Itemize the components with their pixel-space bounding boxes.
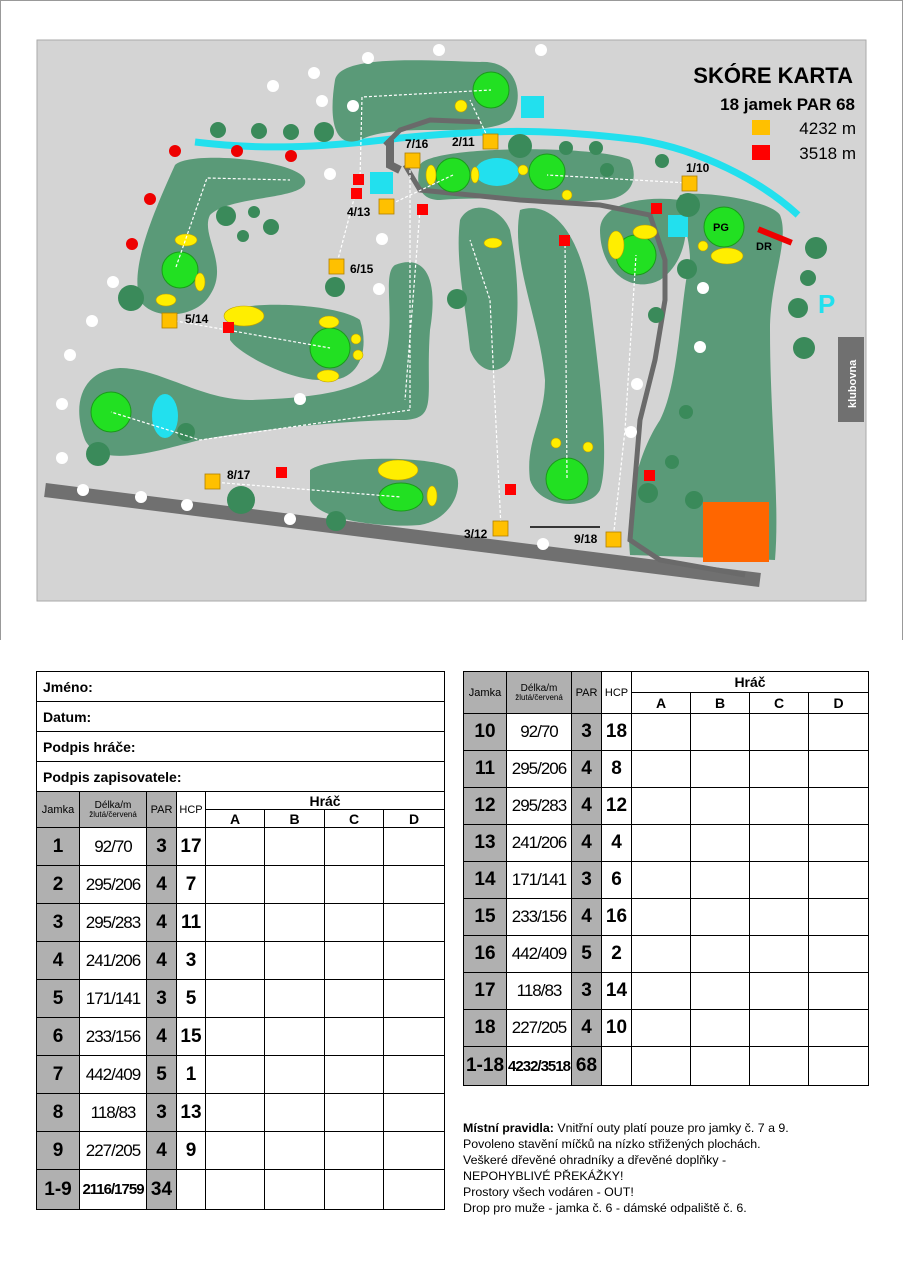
length-header-top: Délka/m	[94, 799, 132, 811]
hole-par: 3	[147, 1094, 177, 1132]
score-cell-d[interactable]	[384, 980, 445, 1018]
hole-number: 12	[464, 788, 507, 825]
hcp-header: HCP	[602, 672, 632, 714]
hole-label-5-14: 5/14	[185, 312, 209, 326]
clubhouse-label: klubovna	[847, 359, 859, 408]
hole-number: 14	[464, 862, 507, 899]
score-cell-b[interactable]	[691, 751, 750, 788]
score-cell-c[interactable]	[750, 788, 809, 825]
hole-hcp: 13	[177, 1094, 206, 1132]
hcp-header: HCP	[177, 792, 206, 828]
hole-row	[37, 942, 445, 980]
score-cell-d[interactable]	[809, 862, 869, 899]
hole-length: 241/206	[80, 942, 147, 980]
score-cell-d[interactable]	[384, 942, 445, 980]
score-cell-a[interactable]	[632, 751, 691, 788]
hole-length: 92/70	[80, 828, 147, 866]
score-cell-c[interactable]	[325, 828, 384, 866]
local-rules-line: Vnitřní outy platí pouze pro jamky č. 7 a 9.	[553, 1121, 789, 1135]
hole-row	[37, 904, 445, 942]
hole-label-9-18: 9/18	[574, 532, 598, 546]
score-cell-d[interactable]	[384, 1018, 445, 1056]
score-cell-c[interactable]	[325, 1132, 384, 1170]
hole-number: 2	[37, 866, 80, 904]
hole-row	[464, 825, 869, 862]
score-cell-d[interactable]	[809, 714, 869, 751]
hole-row	[37, 1132, 445, 1170]
length-header-top: Délka/m	[520, 682, 558, 694]
hole-length: 295/283	[80, 904, 147, 942]
score-cell-a[interactable]	[206, 1132, 265, 1170]
score-cell-d[interactable]	[809, 751, 869, 788]
local-rules	[463, 1120, 868, 1216]
score-cell-b[interactable]	[691, 862, 750, 899]
hole-par: 3	[572, 862, 602, 899]
player-c-header: C	[325, 810, 384, 828]
hole-par: 3	[572, 973, 602, 1010]
hole-length: 118/83	[80, 1094, 147, 1132]
hole-length: 227/205	[507, 1010, 572, 1047]
score-cell-a[interactable]	[206, 866, 265, 904]
hole-label-6-15: 6/15	[350, 262, 374, 276]
length-header	[80, 792, 147, 828]
score-cell-d[interactable]	[384, 904, 445, 942]
score-cell-a[interactable]	[632, 825, 691, 862]
total-row	[464, 1047, 869, 1086]
total-score-b[interactable]	[691, 1047, 750, 1086]
player-d-header: D	[809, 693, 869, 714]
legend-swatch-red	[752, 145, 770, 160]
hole-hcp: 9	[177, 1132, 206, 1170]
name-field[interactable]: Jméno:	[37, 672, 445, 702]
hole-par: 4	[572, 1010, 602, 1047]
score-cell-c[interactable]	[325, 942, 384, 980]
score-cell-d[interactable]	[384, 1132, 445, 1170]
total-score-c[interactable]	[325, 1170, 384, 1210]
hole-number: 4	[37, 942, 80, 980]
hole-number: 1	[37, 828, 80, 866]
score-cell-a[interactable]	[206, 904, 265, 942]
hole-length: 233/156	[80, 1018, 147, 1056]
hole-hcp: 2	[602, 936, 632, 973]
local-rules-line: Drop pro muže - jamka č. 6 - dámské odpaliště č. 6.	[463, 1201, 747, 1215]
score-cell-b[interactable]	[265, 904, 325, 942]
local-rules-line: Veškeré dřevěné ohradníky a dřevěné doplňky -	[463, 1153, 727, 1167]
score-cell-c[interactable]	[750, 862, 809, 899]
score-cell-b[interactable]	[265, 942, 325, 980]
score-cell-b[interactable]	[691, 714, 750, 751]
scorecard-back-nine	[463, 671, 869, 1086]
score-cell-a[interactable]	[632, 1010, 691, 1047]
hole-hcp: 11	[177, 904, 206, 942]
player-b-header: B	[265, 810, 325, 828]
hole-length: 171/141	[80, 980, 147, 1018]
hole-header: Jamka	[464, 672, 507, 714]
hole-hcp: 12	[602, 788, 632, 825]
hole-row	[464, 973, 869, 1010]
local-rules-title: Místní pravidla:	[463, 1121, 554, 1135]
hole-hcp: 10	[602, 1010, 632, 1047]
local-rules-line: NEPOHYBLIVÉ PŘEKÁŽKY!	[463, 1169, 624, 1183]
hole-hcp: 17	[177, 828, 206, 866]
hole-hcp: 6	[602, 862, 632, 899]
hole-par: 4	[572, 825, 602, 862]
map-title: SKÓRE KARTA	[693, 63, 853, 88]
score-cell-b[interactable]	[691, 899, 750, 936]
par-header: PAR	[147, 792, 177, 828]
hole-length: 295/206	[80, 866, 147, 904]
hole-label-7-16: 7/16	[405, 137, 429, 151]
player-d-header: D	[384, 810, 445, 828]
hole-row	[464, 714, 869, 751]
player-header: Hráč	[206, 792, 445, 810]
legend-red-label: 3518 m	[799, 144, 856, 163]
hole-number: 13	[464, 825, 507, 862]
legend-yellow-label: 4232 m	[799, 119, 856, 138]
hole-number: 9	[37, 1132, 80, 1170]
score-cell-d[interactable]	[809, 1010, 869, 1047]
score-cell-c[interactable]	[750, 936, 809, 973]
total-score-a[interactable]	[206, 1170, 265, 1210]
hole-par: 3	[572, 714, 602, 751]
score-cell-a[interactable]	[206, 828, 265, 866]
score-cell-a[interactable]	[206, 942, 265, 980]
hole-header: Jamka	[37, 792, 80, 828]
total-par: 34	[147, 1170, 177, 1210]
score-cell-c[interactable]	[325, 1018, 384, 1056]
total-hcp	[177, 1170, 206, 1210]
total-score-c[interactable]	[750, 1047, 809, 1086]
hole-row	[464, 1010, 869, 1047]
total-length: 4232/3518	[507, 1047, 572, 1086]
practice-green-label: PG	[713, 222, 729, 234]
hole-number: 16	[464, 936, 507, 973]
hole-row	[464, 751, 869, 788]
score-cell-c[interactable]	[750, 825, 809, 862]
score-cell-d[interactable]	[809, 825, 869, 862]
score-cell-b[interactable]	[691, 825, 750, 862]
score-cell-b[interactable]	[265, 866, 325, 904]
hole-hcp: 4	[602, 825, 632, 862]
length-header-bottom: žlutá/červená	[89, 809, 137, 819]
hole-par: 5	[147, 1056, 177, 1094]
hole-number: 11	[464, 751, 507, 788]
hole-row	[37, 1094, 445, 1132]
score-cell-c[interactable]	[325, 980, 384, 1018]
score-cell-d[interactable]	[809, 899, 869, 936]
par-header: PAR	[572, 672, 602, 714]
hole-par: 4	[147, 1132, 177, 1170]
player-header: Hráč	[632, 672, 869, 693]
hole-length: 233/156	[507, 899, 572, 936]
hole-length: 442/409	[80, 1056, 147, 1094]
hole-number: 18	[464, 1010, 507, 1047]
score-cell-d[interactable]	[809, 936, 869, 973]
hole-par: 4	[572, 751, 602, 788]
score-cell-d[interactable]	[384, 866, 445, 904]
hole-row	[464, 862, 869, 899]
hole-par: 4	[572, 899, 602, 936]
hole-length: 295/206	[507, 751, 572, 788]
score-cell-d[interactable]	[809, 788, 869, 825]
hole-number: 15	[464, 899, 507, 936]
hole-row	[37, 1018, 445, 1056]
hole-par: 5	[572, 936, 602, 973]
total-length: 2116/1759	[80, 1170, 147, 1210]
total-hcp	[602, 1047, 632, 1086]
local-rules-line: Prostory všech vodáren - OUT!	[463, 1185, 634, 1199]
score-cell-c[interactable]	[750, 899, 809, 936]
hole-number: 10	[464, 714, 507, 751]
map-subtitle: 18 jamek PAR 68	[720, 95, 855, 114]
score-cell-b[interactable]	[265, 1094, 325, 1132]
hole-length: 295/283	[507, 788, 572, 825]
total-score-d[interactable]	[384, 1170, 445, 1210]
hole-row	[37, 980, 445, 1018]
total-label: 1-18	[464, 1047, 507, 1086]
hole-label-3-12: 3/12	[464, 527, 488, 541]
header-row	[37, 792, 445, 810]
hole-par: 3	[147, 980, 177, 1018]
hole-row	[464, 788, 869, 825]
date-field[interactable]: Datum:	[37, 702, 445, 732]
score-cell-b[interactable]	[691, 936, 750, 973]
score-cell-d[interactable]	[384, 1056, 445, 1094]
hole-label-2-11: 2/11	[452, 135, 475, 149]
length-header	[507, 672, 572, 714]
hole-hcp: 8	[602, 751, 632, 788]
total-score-b[interactable]	[265, 1170, 325, 1210]
hole-hcp: 1	[177, 1056, 206, 1094]
hole-length: 171/141	[507, 862, 572, 899]
hole-row	[37, 866, 445, 904]
total-row	[37, 1170, 445, 1210]
player-a-header: A	[206, 810, 265, 828]
hole-hcp: 18	[602, 714, 632, 751]
hole-length: 118/83	[507, 973, 572, 1010]
hole-length: 227/205	[80, 1132, 147, 1170]
hole-par: 3	[147, 828, 177, 866]
score-cell-a[interactable]	[206, 1018, 265, 1056]
player-b-header: B	[691, 693, 750, 714]
score-cell-c[interactable]	[750, 751, 809, 788]
score-cell-c[interactable]	[750, 714, 809, 751]
hole-label-4-13: 4/13	[347, 205, 371, 219]
player-signature-field[interactable]: Podpis hráče:	[37, 732, 445, 762]
score-cell-a[interactable]	[632, 899, 691, 936]
length-header-bottom: žlutá/červená	[515, 692, 563, 702]
score-cell-a[interactable]	[632, 973, 691, 1010]
score-cell-c[interactable]	[325, 1094, 384, 1132]
hole-row	[37, 828, 445, 866]
score-cell-c[interactable]	[325, 904, 384, 942]
hole-par: 4	[147, 866, 177, 904]
hole-hcp: 3	[177, 942, 206, 980]
hole-number: 17	[464, 973, 507, 1010]
score-cell-d[interactable]	[384, 1094, 445, 1132]
score-cell-b[interactable]	[265, 828, 325, 866]
hole-par: 4	[147, 904, 177, 942]
hole-number: 8	[37, 1094, 80, 1132]
score-cell-c[interactable]	[750, 1010, 809, 1047]
score-cell-c[interactable]	[750, 973, 809, 1010]
score-cell-b[interactable]	[265, 1018, 325, 1056]
driving-range-label: DR	[756, 241, 772, 253]
header-row	[464, 672, 869, 693]
hole-length: 442/409	[507, 936, 572, 973]
total-score-d[interactable]	[809, 1047, 869, 1086]
parking-label: P	[818, 289, 836, 319]
score-cell-d[interactable]	[809, 973, 869, 1010]
hole-row	[464, 936, 869, 973]
hole-number: 5	[37, 980, 80, 1018]
score-cell-a[interactable]	[206, 980, 265, 1018]
score-cell-a[interactable]	[632, 936, 691, 973]
score-cell-b[interactable]	[265, 1056, 325, 1094]
hole-number: 7	[37, 1056, 80, 1094]
scorecard-front-nine	[36, 671, 445, 1210]
local-rules-line: Povoleno stavění míčků na nízko střižených plochách.	[463, 1137, 761, 1151]
score-cell-a[interactable]	[206, 1056, 265, 1094]
hole-row	[464, 899, 869, 936]
hole-label-1-10: 1/10	[686, 161, 710, 175]
hole-row	[37, 1056, 445, 1094]
total-par: 68	[572, 1047, 602, 1086]
score-cell-a[interactable]	[632, 862, 691, 899]
score-cell-a[interactable]	[632, 714, 691, 751]
hole-hcp: 15	[177, 1018, 206, 1056]
score-cell-d[interactable]	[384, 828, 445, 866]
total-score-a[interactable]	[632, 1047, 691, 1086]
hole-label-8-17: 8/17	[227, 468, 251, 482]
marker-signature-field[interactable]: Podpis zapisovatele:	[37, 762, 445, 792]
score-cell-a[interactable]	[206, 1094, 265, 1132]
player-c-header: C	[750, 693, 809, 714]
hole-hcp: 14	[602, 973, 632, 1010]
hole-length: 92/70	[507, 714, 572, 751]
legend-swatch-yellow	[752, 120, 770, 135]
hole-par: 4	[147, 942, 177, 980]
hole-number: 3	[37, 904, 80, 942]
score-cell-b[interactable]	[265, 980, 325, 1018]
hole-number: 6	[37, 1018, 80, 1056]
score-cell-b[interactable]	[691, 1010, 750, 1047]
score-cell-b[interactable]	[691, 973, 750, 1010]
score-cell-c[interactable]	[325, 866, 384, 904]
hole-hcp: 16	[602, 899, 632, 936]
player-a-header: A	[632, 693, 691, 714]
hole-par: 4	[147, 1018, 177, 1056]
hole-hcp: 7	[177, 866, 206, 904]
building	[703, 502, 769, 562]
hole-hcp: 5	[177, 980, 206, 1018]
total-label: 1-9	[37, 1170, 80, 1210]
hole-length: 241/206	[507, 825, 572, 862]
score-cell-b[interactable]	[691, 788, 750, 825]
score-cell-c[interactable]	[325, 1056, 384, 1094]
score-cell-a[interactable]	[632, 788, 691, 825]
score-cell-b[interactable]	[265, 1132, 325, 1170]
hole-par: 4	[572, 788, 602, 825]
